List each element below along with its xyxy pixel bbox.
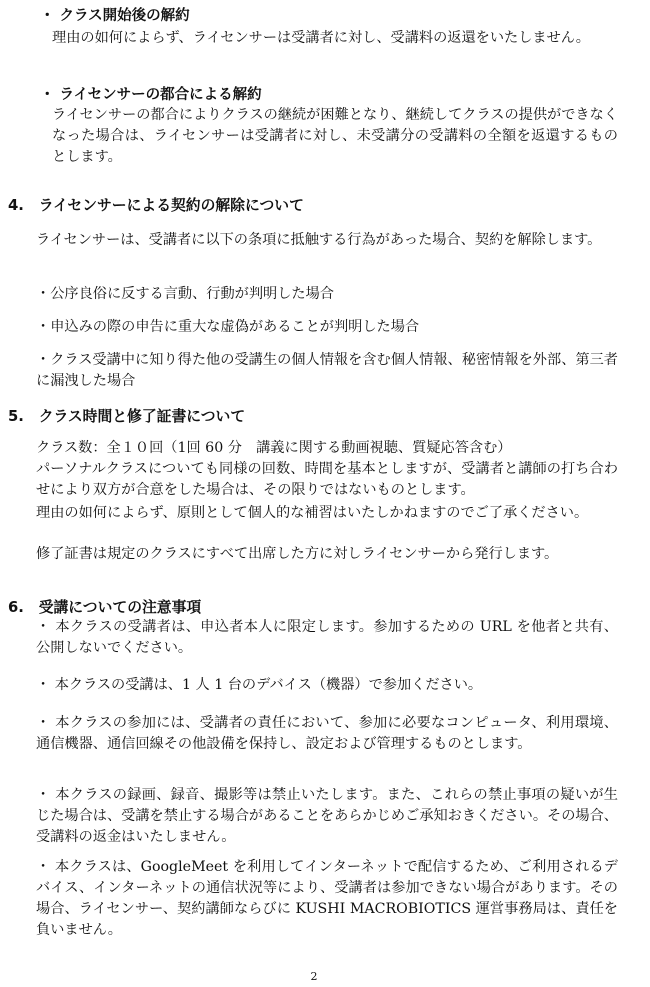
section-4-heading: 4. ライセンサーによる契約の解除について xyxy=(8,197,304,214)
section-6-item: ・ 本クラスの参加には、受講者の責任において、参加に必要なコンピュータ、利用環境、通信機器、通信回線その他設備を保持し、設定および管理するものとします。 xyxy=(36,715,618,752)
section-5-line: パーソナルクラスについても同様の回数、時間を基本としますが、受講者と講師の打ち合わせにより双方が合意をした場合は、その限りではないものとします。 xyxy=(36,461,618,498)
section-4-item: ・申込みの際の申告に重大な虚偽があることが判明した場合 xyxy=(36,319,420,335)
section-6-heading: 6. 受講についての注意事項 xyxy=(8,599,202,616)
subsection-heading-after-start: ・ クラス開始後の解約 xyxy=(40,8,190,24)
section-4-intro: ライセンサーは、受講者に以下の条項に抵触する行為があった場合、契約を解除します。 xyxy=(36,232,602,248)
section-6-item: ・ 本クラスの受講者は、申込者本人に限定します。参加するための URL を他者と共有、公開しないでください。 xyxy=(36,619,618,656)
subsection-heading-licensor-cancel: ・ ライセンサーの都合による解約 xyxy=(40,87,262,103)
section-4-item: ・公序良俗に反する言動、行動が判明した場合 xyxy=(36,286,334,302)
page-number: 2 xyxy=(310,970,318,983)
section-6-item: ・ 本クラスは、GoogleMeet を利用してインターネットで配信するため、ご利用されるデバイス、インターネットの通信状況等により、受講者は参加できない場合があります。その場合、ライセンサー、契約講師ならびに KUSHI MACROBIOTICS 運営事務局は、責任を負いません。 xyxy=(36,859,618,938)
section-4-item: ・クラス受講中に知り得た他の受講生の個人情報を含む個人情報、秘密情報を外部、第三者に漏洩した場合 xyxy=(36,352,618,389)
section-5-heading: 5. クラス時間と修了証書について xyxy=(8,408,246,425)
section-5-line: クラス数：全１０回（1回 60 分 講義に関する動画視聴、質疑応答含む） xyxy=(36,440,512,456)
subsection-body-licensor-cancel: ライセンサーの都合によりクラスの継続が困難となり、継続してクラスの提供ができなくなった場合は、ライセンサーは受講者に対し、未受講分の受講料の全額を返還するものとします。 xyxy=(52,107,618,165)
section-6-item: ・ 本クラスの受講は、1 人 1 台のデバイス（機器）で参加ください。 xyxy=(36,677,483,693)
section-5-line: 修了証書は規定のクラスにすべて出席した方に対しライセンサーから発行します。 xyxy=(36,546,559,562)
section-6-item: ・ 本クラスの録画、録音、撮影等は禁止いたします。また、これらの禁止事項の疑いが生じた場合は、受講を禁止する場合があることをあらかじめご承知おきください。その場合、受講料の返金はいたしません。 xyxy=(36,787,618,845)
section-5-line: 理由の如何によらず、原則として個人的な補習はいたしかねますのでご了承ください。 xyxy=(36,505,589,521)
subsection-body-after-start: 理由の如何によらず、ライセンサーは受講者に対し、受講料の返還をいたしません。 xyxy=(52,30,590,46)
